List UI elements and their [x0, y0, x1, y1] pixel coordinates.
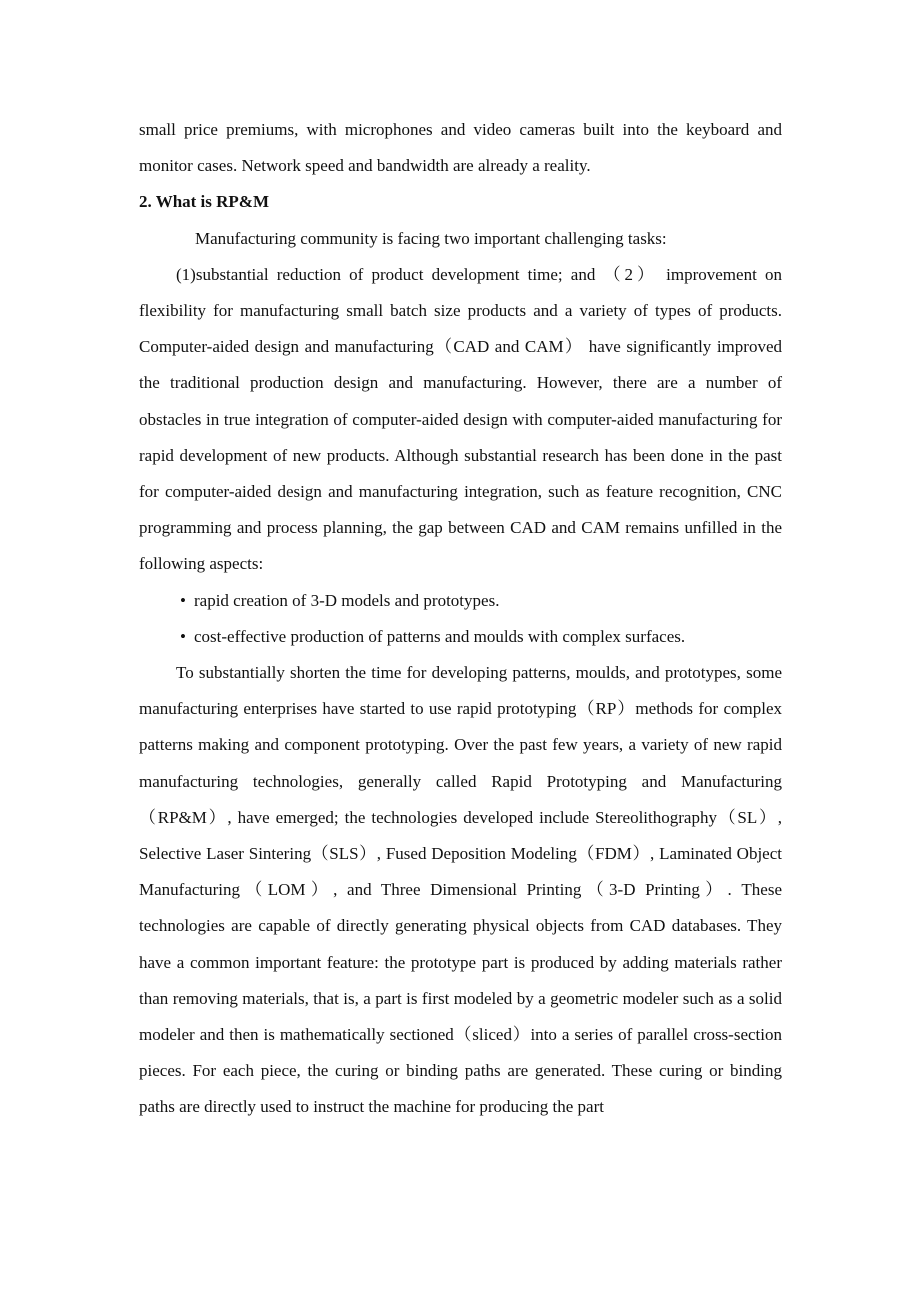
bullet-text: cost-effective production of patterns and moulds with complex surfaces.: [194, 626, 686, 646]
intro-paragraph: Manufacturing community is facing two important challenging tasks:: [195, 228, 667, 248]
bullet-marker: •: [180, 626, 186, 646]
bullet-marker: •: [180, 590, 186, 610]
rp-paragraph: To substantially shorten the time for developing patterns, moulds, and prototypes, some manufacturing enterprises have started to use rapid prototyping（RP）methods for complex patterns making and component prototyping. Over the past few years, a variety of new rapid manufacturing technologies, generally called Rapid Prototyping and Manufacturing（RP&M）, have emerged; the technologies developed include Stereolithography（SL）, Selective Laser Sintering（SLS）, Fused Deposition Modeling（FDM）, Laminated Object Manufacturing（LOM）, and Three Dimensional Printing（3-D Printing）. These technologies are capable of directly generating physical objects from CAD databases. They have a common important feature: the prototype part is produced by adding materials rather than removing materials, that is, a part is first modeled by a geometric modeler such as a solid modeler and then is mathematically sectioned（sliced）into a series of parallel cross-section pieces. For each piece, the curing or binding paths are generated. These curing or binding paths are directly used to instruct the machine for producing the part: [139, 663, 782, 1117]
bullet-item: [139, 619, 782, 655]
tasks-paragraph: (1)substantial reduction of product development time; and （2） improvement on flexibility for manufacturing small batch size products and a variety of types of products. Computer-aided design and manufacturing（CAD and CAM） have significantly improved the traditional production design and manufacturing. However, there are a number of obstacles in true integration of computer-aided design with computer-aided manufacturing for rapid development of new products. Although substantial research has been done in the past for computer-aided design and manufacturing integration, such as feature recognition, CNC programming and process planning, the gap between CAD and CAM remains unfilled in the following aspects:: [139, 264, 782, 574]
continuation-paragraph: small price premiums, with microphones and video cameras built into the keyboard and monitor cases. Network speed and bandwidth are already a reality.: [139, 120, 782, 176]
document-page: [139, 112, 782, 1126]
bullet-text: rapid creation of 3-D models and prototypes.: [194, 590, 500, 610]
bullet-item: [139, 583, 782, 619]
section-heading: 2. What is RP&M: [139, 192, 270, 212]
